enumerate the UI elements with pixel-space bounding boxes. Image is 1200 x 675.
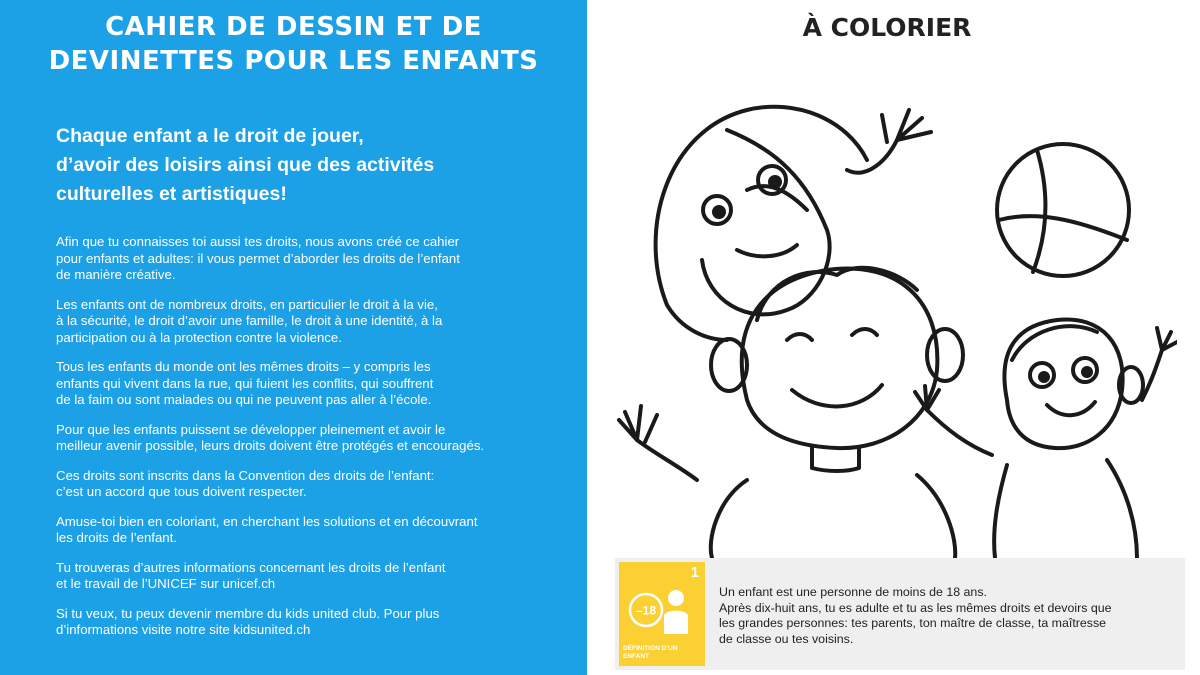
tile-caption: [623, 645, 701, 661]
paragraph-line: pour enfants et adultes: il vous permet d’aborder les droits de l’enfant: [56, 250, 460, 266]
info-box: [615, 558, 1185, 670]
booklet-title-line: CAHIER DE DESSIN ET DE: [105, 12, 482, 42]
paragraph: [56, 468, 556, 501]
intro-heading-line: culturelles et artistiques!: [56, 183, 287, 205]
tile-caption-line: ENFANT: [623, 653, 649, 660]
definition-line: de classe ou tes voisins.: [719, 631, 854, 646]
definition-line: Après dix-huit ans, tu es adulte et tu as les mêmes droits et devoirs que: [719, 600, 1112, 615]
tile-icon-label: –18: [635, 603, 657, 618]
paragraph: [56, 514, 556, 547]
children-drawing-icon: [597, 70, 1177, 558]
paragraph-line: les droits de l’enfant.: [56, 530, 177, 545]
paragraph: [56, 606, 556, 639]
tile-number: 1: [690, 564, 699, 581]
coloring-drawing: [597, 70, 1177, 558]
coloring-title: À COLORIER: [802, 13, 972, 42]
paragraph-line: Tous les enfants du monde ont les mêmes droits – y compris les: [56, 359, 431, 374]
paragraph-line: participation ou à la protection contre la violence.: [56, 329, 342, 345]
intro-heading-line: d’avoir des loisirs ainsi que des activités: [56, 154, 435, 176]
intro-heading: [56, 122, 556, 209]
definition-line: les grandes personnes: tes parents, ton maître de classe, ta maîtresse: [719, 616, 1107, 630]
paragraph-line: enfants qui vivent dans la rue, qui fuient les conflits, qui souffrent: [56, 375, 434, 391]
left-panel: [0, 0, 587, 675]
paragraph-line: Amuse-toi bien en coloriant, en cherchant les solutions et en découvrant: [56, 513, 478, 529]
paragraph-line: meilleur avenir possible, leurs droits doivent être protégés et encouragés.: [56, 438, 485, 453]
intro-heading-line: Chaque enfant a le droit de jouer,: [56, 125, 364, 147]
paragraph: [56, 422, 556, 455]
booklet-title-line: DEVINETTES POUR LES ENFANTS: [48, 46, 539, 76]
paragraph: [56, 297, 556, 347]
booklet-title: [30, 10, 557, 78]
paragraph: [56, 234, 556, 284]
paragraph-line: à la sécurité, le droit d’avoir une famille, le droit à une identité, à la: [56, 313, 443, 328]
paragraph-line: Si tu veux, tu peux devenir membre du kids united club. Pour plus: [56, 605, 440, 621]
paragraph-line: c’est un accord que tous doivent respecter.: [56, 484, 307, 499]
paragraph-line: de manière créative.: [56, 267, 176, 282]
paragraph-line: et le travail de l’UNICEF sur unicef.ch: [56, 576, 276, 591]
ball-icon: [997, 144, 1129, 276]
paragraph-line: Les enfants ont de nombreux droits, en particulier le droit à la vie,: [56, 296, 438, 312]
child-definition-text: [719, 585, 1179, 647]
tile-caption-line: DÉFINITION D’UN: [623, 645, 678, 652]
paragraph-line: Ces droits sont inscrits dans la Convention des droits de l’enfant:: [56, 467, 435, 483]
paragraph-line: Afin que tu connaisses toi aussi tes droits, nous avons créé ce cahier: [56, 234, 460, 249]
definition-line: Un enfant est une personne de moins de 18 ans.: [719, 585, 987, 599]
child-under-18-icon: [624, 586, 700, 636]
intro-body: [56, 234, 556, 652]
paragraph-line: de la faim ou sont malades ou qui ne peuvent pas aller à l’école.: [56, 392, 432, 407]
rights-tile: [619, 562, 705, 666]
paragraph-line: Pour que les enfants puissent se développer pleinement et avoir le: [56, 421, 446, 437]
boy-right-figure: [915, 319, 1177, 558]
right-panel: [587, 0, 1200, 675]
paragraph-line: d’informations visite notre site kidsunited.ch: [56, 622, 311, 637]
girl-figure: [656, 107, 931, 340]
paragraph: [56, 359, 556, 409]
paragraph-line: Tu trouveras d’autres informations concernant les droits de l’enfant: [56, 559, 446, 575]
paragraph: [56, 560, 556, 593]
